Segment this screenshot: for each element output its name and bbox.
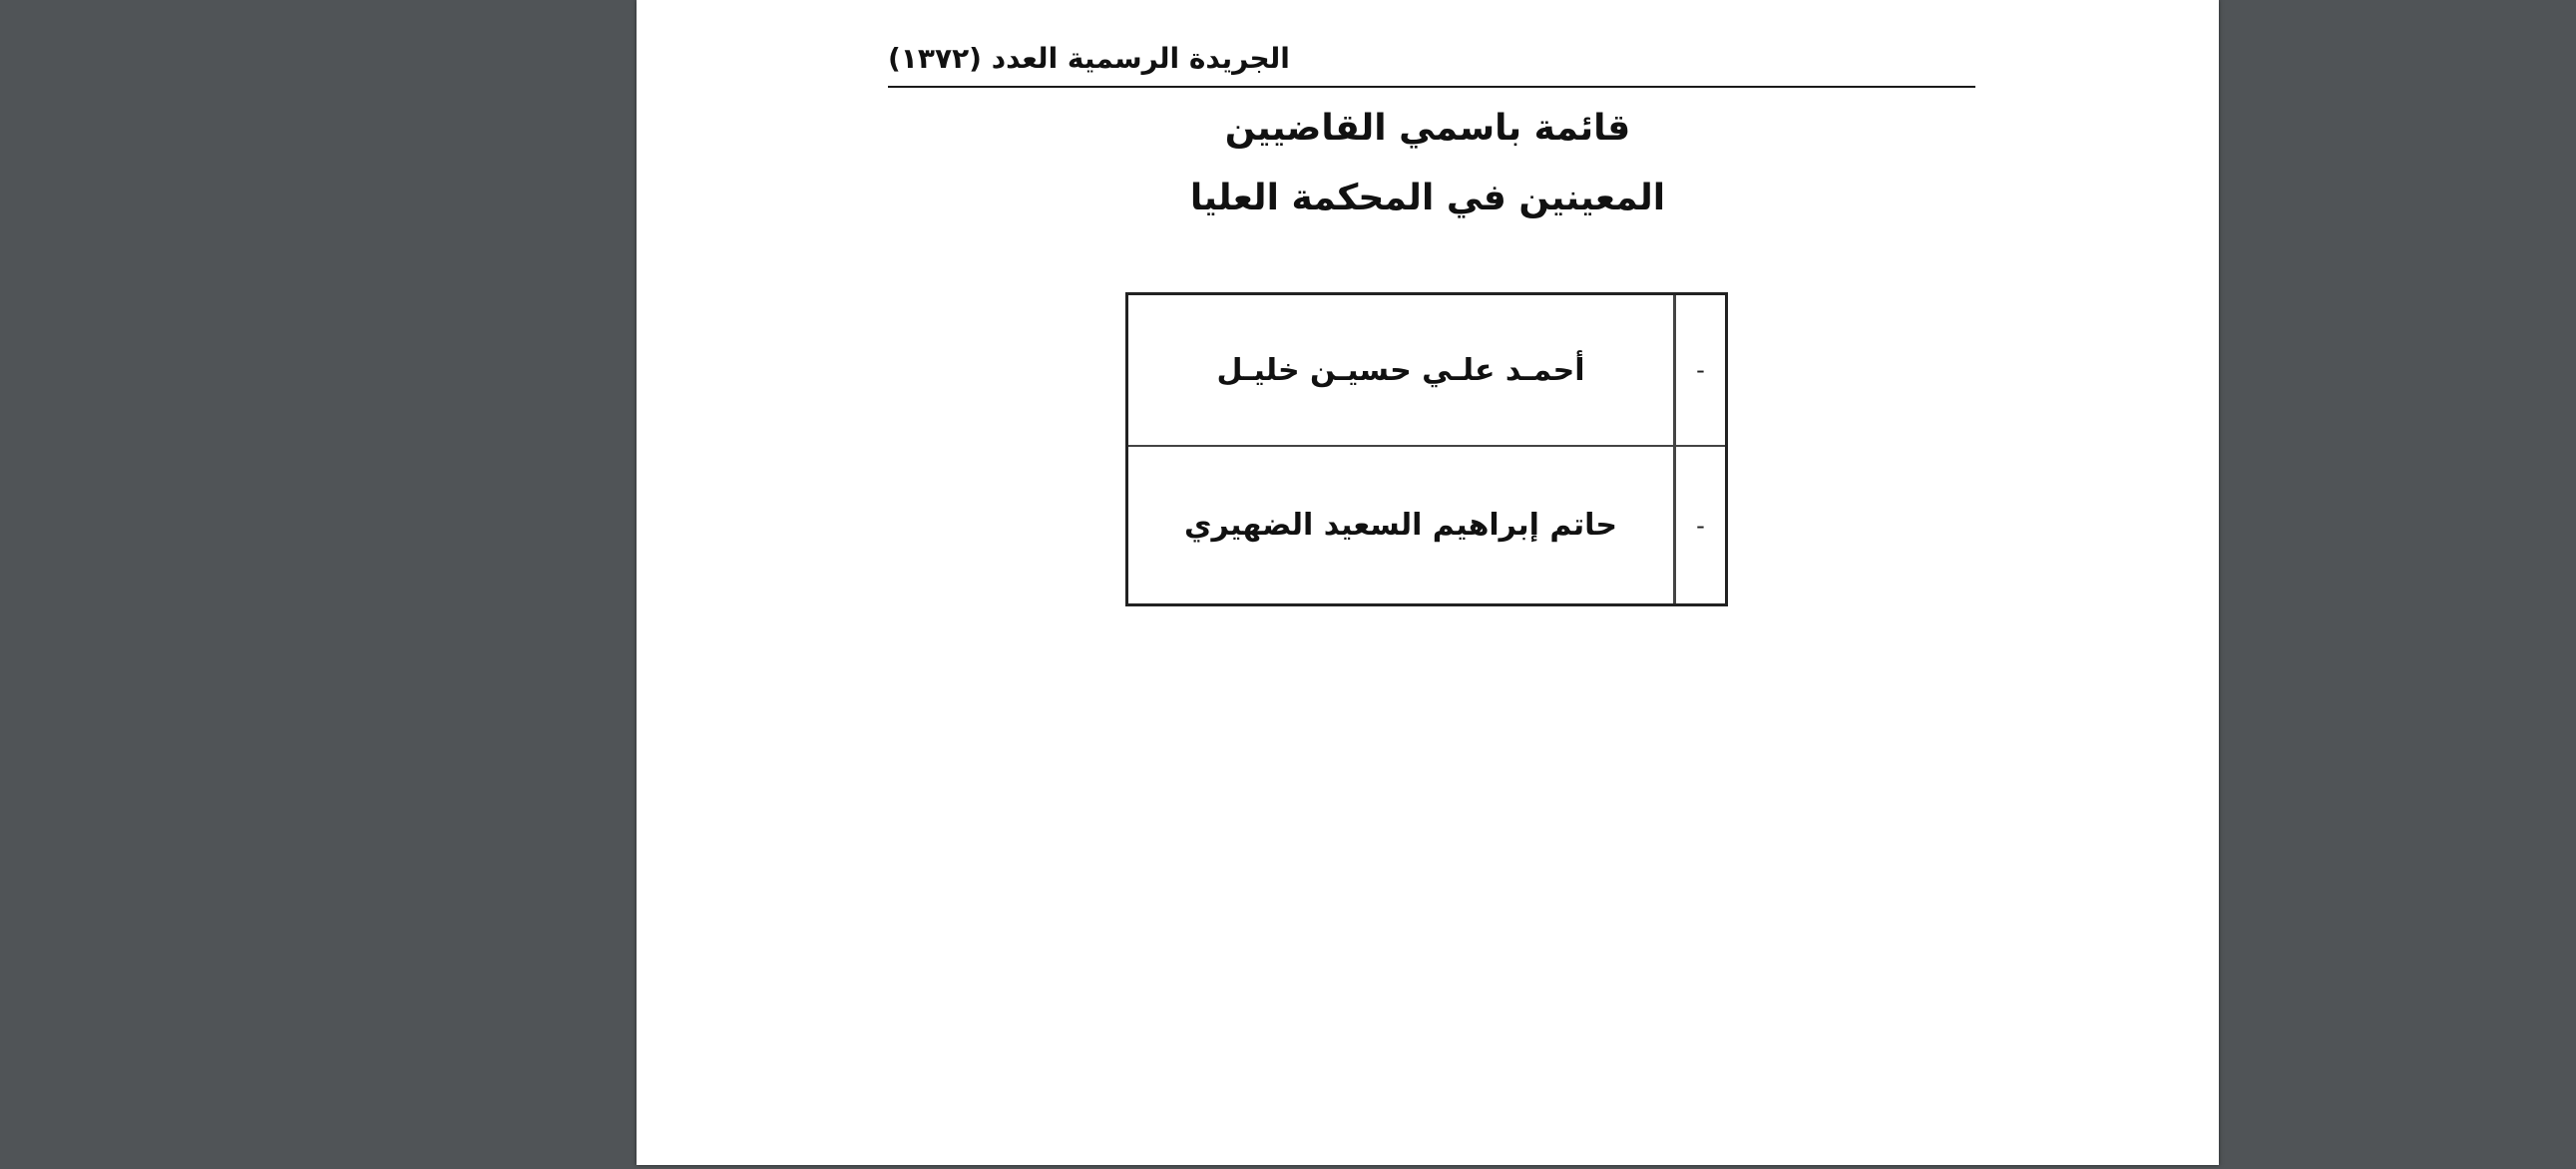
- row-marker: -: [1673, 447, 1725, 603]
- row-marker: -: [1673, 295, 1725, 445]
- document-page[interactable]: [637, 0, 2219, 1165]
- table-row: [1128, 447, 1725, 603]
- judges-table: [1125, 292, 1728, 606]
- page-header: [888, 36, 1975, 88]
- judge-name: أحمـد علـي حسيـن خليـل: [1216, 352, 1585, 388]
- judge-name: حاتم إبراهيم السعيد الضهيري: [1184, 508, 1617, 543]
- table-row: [1128, 295, 1725, 447]
- gazette-header-text: الجريدة الرسمية العدد (١٣٧٢): [888, 42, 1290, 75]
- document-title-line-1: قائمة باسمي القاضيين: [1224, 108, 1631, 149]
- document-title-line-2: المعينين في المحكمة العليا: [1189, 178, 1666, 218]
